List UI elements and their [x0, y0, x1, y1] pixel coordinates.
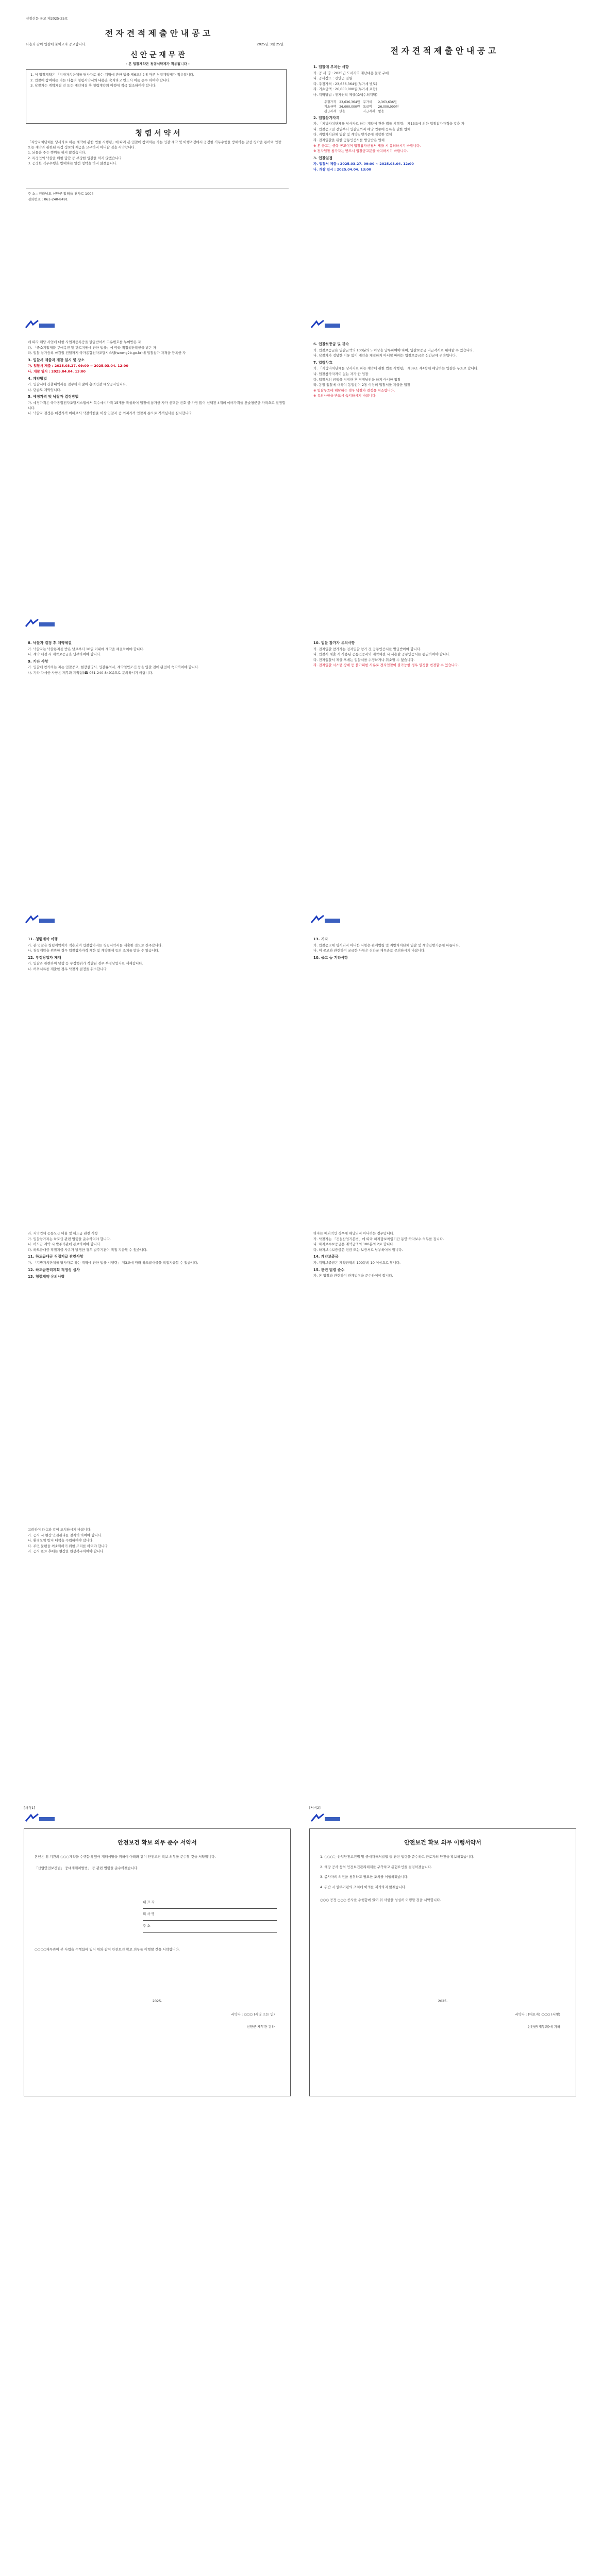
- table-cell: 도급액: [363, 105, 372, 109]
- table-cell: 23,636,364원: [339, 100, 360, 104]
- body-line: 다. 「중소기업제품 구매촉진 및 판로지원에 관한 법률」에 따라 직접생산확인을 받은 자: [28, 345, 157, 350]
- form-tag: [서식1]: [24, 1806, 35, 1810]
- page-body: [28, 1528, 286, 1555]
- body-line: 고려하여 다음과 같이 조치하시기 바랍니다.: [28, 1528, 92, 1532]
- logo-icon: [24, 914, 57, 926]
- form-recipient: 신안군 재무관 귀하: [246, 2025, 275, 2029]
- logo-icon: [309, 1813, 342, 1824]
- body-line: 나. 청렴계약을 위반한 경우 입찰참가자격 제한 및 계약해제 등의 조치를 받을 수 있습니다.: [28, 948, 159, 953]
- notice-head: - 본 입찰계약은 청렴서약제가 적용됩니다 -: [126, 62, 190, 66]
- table-cell: 없음: [378, 109, 384, 113]
- section-title: 5. 예정가격 및 낙찰자 결정방법: [28, 395, 79, 399]
- form-date: 2025.: [438, 1999, 448, 2003]
- body-line: 가. 「지방자치단체를 당사자로 하는 계약에 관한 법률 시행령」 제3조에 따라 하도급대금을 직접지급할 수 있습니다.: [28, 1260, 198, 1265]
- body-line: 나. 이 공고와 관련하여 궁금한 사항은 신안군 재무과로 문의하시기 바랍니다.: [313, 948, 426, 953]
- body-line: 가. 입찰보증금은 입찰금액의 100분의 5 이상을 납부하여야 하며, 입찰보증금 지급각서로 대체할 수 있습니다.: [313, 348, 474, 352]
- form-field[interactable]: [143, 1900, 277, 1909]
- table-cell: 사급자재: [363, 109, 375, 113]
- subtitle: 다음과 같이 입찰에 붙이고자 공고합니다.: [26, 42, 87, 46]
- section-1: [313, 63, 571, 173]
- form-fields: [143, 1900, 277, 1933]
- pledge-item: 1. 뇌물을 주는 행위를 하지 않겠습니다.: [28, 150, 86, 155]
- body-line: 나. 낙찰자 결정은 예정가격 이하로서 낙찰하한율 이상 입찰자 중 최저가격 입찰자 순으로 적격심사를 실시합니다.: [28, 411, 193, 416]
- notice-line: 1. 이 입찰계약은 「지방자치단체를 당사자로 하는 계약에 관한 법률 제6조의2에 따른 청렴계약제가 적용됩니다.: [30, 73, 194, 77]
- body-line: 가. 전자입찰 참가자는 전자입찰 참가 전 공동인증서를 발급받아야 합니다.: [313, 647, 422, 651]
- form-item: 4. 위반 시 발주기관의 조치에 이의를 제기하지 않겠습니다.: [320, 1885, 407, 1889]
- page-10: [309, 1211, 577, 1499]
- section-title: 12. 하도급관리계획 적정성 심사: [28, 1267, 80, 1272]
- body-line: 라. 전자입찰 시스템 장애 등 불가피한 사유로 전자입찰이 불가능한 경우 일정을 변경할 수 있습니다.: [313, 663, 459, 668]
- highlight-line: ※ 본 공고는 중복 공고이며 입찰참가신청서 제출 시 유의하시기 바랍니다.: [313, 143, 421, 148]
- body-line: 가. 본 입찰은 청렴계약제가 적용되며 입찰참가자는 청렴서약서를 제출한 것으로 간주합니다.: [28, 943, 163, 947]
- table-cell: 부가세: [363, 100, 372, 104]
- org-name: 신 안 군 재 무 관: [130, 51, 185, 59]
- body-line: 가. 입찰공고에 명시되지 아니한 사항은 관계법령 및 지방자치단체 입찰 및 계약집행기준에 따릅니다.: [313, 943, 460, 947]
- pledge-title: 청 렴 서 약 서: [135, 129, 180, 138]
- pledge-paragraph: 「지방자치단체를 당사자로 하는 계약에 관한 법률 시행령」에 따라 본 입찰에 참여하는 자는 입찰·계약 및 이행과정에서 공정한 직무수행을 방해하는 알선·청탁을 통하여 입찰 또는 계약과 관련된 특정 정보의 제공을 요구하지 아니할 것을 서약합니다.: [28, 140, 281, 149]
- page-2: [309, 15, 577, 314]
- logo-icon: [24, 319, 57, 331]
- page-7: [24, 914, 292, 1203]
- body-line: 가. 계약보증금은 계약금액의 100분의 10 이상으로 합니다.: [313, 1260, 401, 1265]
- body-line: 하자는 예외적인 경우에 해당되지 아니하는 경우입니다.: [313, 1231, 394, 1235]
- section-line: 나. 공사장소 : 신안군 일원: [313, 76, 353, 81]
- table-cell: 관급자재: [324, 109, 337, 113]
- section-line: 라. 전자입찰을 위한 공동인증서를 발급받은 업체: [313, 138, 384, 142]
- body-line: 나. 계약 체결 시 계약보증금을 납부하여야 합니다.: [28, 652, 102, 657]
- body-line: 라. 동일 입찰에 대하여 동일인이 2통 이상의 입찰서를 제출한 입찰: [313, 383, 411, 387]
- body-line: 가. 공사 시 현장 안전관리를 철저히 하여야 합니다.: [28, 1533, 103, 1537]
- doc-header: 선정신문 공고 제2025-25호: [26, 16, 68, 21]
- form-paragraph: ○○○○재무관이 본 사업을 수행함에 있어 위와 같이 안전보건 확보 의무를 이행할 것을 서약합니다.: [35, 1947, 180, 1952]
- section-title: 3. 입찰서 제출과 개찰 일시 및 장소: [28, 358, 85, 362]
- body-line: 가. 낙찰자는 「건설산업기본법」에 따라 하자담보책임기간 동안 하자보수 의무를 집니다.: [313, 1236, 444, 1241]
- logo-icon: [309, 914, 342, 926]
- section-title: 1. 입찰에 부치는 사항: [313, 65, 349, 69]
- form-signer: 서약자 : (대표자) ○○○ (서명): [515, 2012, 560, 2016]
- pledge-item: 3. 공정한 직무수행을 방해하는 알선·청탁을 하지 않겠습니다.: [28, 161, 118, 166]
- section-title: 15. 관련 법령 준수: [313, 1267, 345, 1272]
- page-8: [309, 914, 577, 1203]
- form-field[interactable]: [143, 1924, 277, 1933]
- form-frame: [24, 1828, 291, 2096]
- page-3: [24, 319, 292, 613]
- form-item: 2. 해당 공사 등의 안전보건관리체계를 구축하고 위험요인을 점검하겠습니다.: [320, 1865, 432, 1869]
- body-line: 라. 공사 완료 후에는 현장을 원상복구하여야 합니다.: [28, 1549, 105, 1554]
- form-closing: [35, 1947, 280, 1953]
- notice-line: 2. 입찰에 참여하는 자는 다음의 청렴서약서의 내용을 숙지하고 반드시 이를 준수 하여야 합니다.: [30, 78, 171, 82]
- section-title: 10. 공고 등 기타사항: [313, 955, 348, 960]
- table-row: [323, 105, 400, 109]
- warning-line: ※ 입찰무효에 해당하는 경우 낙찰자 결정을 취소합니다.: [313, 388, 395, 393]
- section-title: 2. 입찰참가자격: [313, 115, 340, 120]
- body-line: 나. 환경오염 방지 대책을 수립하여야 합니다.: [28, 1538, 94, 1543]
- section-title: 6. 입찰보증금 및 귀속: [313, 342, 349, 346]
- schedule-line: 나. 개찰 일시 : 2025.04.04. 13:00: [28, 369, 86, 374]
- body-line: 가. 입찰과 관련하여 담합 등 부정행위가 적발된 경우 부정당업자로 제재합니다.: [28, 961, 143, 966]
- page-5: [24, 618, 292, 907]
- form-tag: [서식2]: [309, 1806, 321, 1810]
- body-line: 나. 하자보수보증금은 계약금액의 100분의 2로 합니다.: [313, 1242, 394, 1247]
- body-line: 가. 「지방자치단체를 당사자로 하는 계약에 관한 법률 시행령」 제39조 제4항에 해당하는 입찰은 무효로 합니다.: [313, 366, 479, 371]
- body-line: 라. 지역업체 공동도급 비율 및 하도급 관련 사항: [28, 1231, 98, 1235]
- body-line: 라. 입찰 참가등록 마감일 전일까지 국가종합전자조달시스템(www.g2b.go.kr)에 입찰참가 자격을 등록한 자: [28, 351, 186, 355]
- body-line: 다. 전자입찰서 제출 후에는 입찰서를 수정하거나 취소할 수 없습니다.: [313, 657, 415, 662]
- section-title: 7. 입찰무효: [313, 360, 333, 365]
- form-2: [309, 1806, 577, 2115]
- form-1: [24, 1806, 292, 2115]
- field-label: 주 소: [143, 1924, 150, 1928]
- section-line: 다. 지방자치단체 입찰 및 계약집행기준에 적합한 업체: [313, 132, 392, 137]
- body-line: 나. 하도급 계약 시 발주기관에 통보하여야 합니다.: [28, 1242, 102, 1247]
- form-paragraph: ○○○ 공정 ○○○ 공사를 수행함에 있어 위 사항을 성실히 이행할 것을 서약합니다.: [320, 1898, 441, 1903]
- page-body: [313, 340, 571, 399]
- body-line: 나. 단순도 계약입니다.: [28, 387, 61, 392]
- body-line: 다. 하자보수보증금은 현금 또는 보증서로 납부하여야 합니다.: [313, 1247, 403, 1252]
- table-cell: 26,000,000원: [378, 105, 399, 109]
- table-cell: 26,000,000원: [339, 105, 360, 109]
- pledge-text: [28, 140, 286, 167]
- body-line: 다. 입찰서의 금액을 정정한 후 정정날인을 하지 아니한 입찰: [313, 377, 401, 382]
- body-line: 가. 본 입찰과 관련하여 관계법령을 준수하여야 합니다.: [313, 1274, 393, 1278]
- table-cell: 없음: [339, 109, 345, 113]
- page-footer: [28, 192, 93, 202]
- form-body: [35, 1855, 280, 1871]
- page-title: 전 자 견 적 제 출 안 내 공 고: [105, 28, 211, 38]
- body-line: 가. 입찰참가자는 하도급 관련 법령을 준수하여야 합니다.: [28, 1236, 111, 1241]
- body-line: 가. 입찰에 참가하는 자는 입찰공고, 현장설명서, 입찰유의서, 계약일반조건 등을 입찰 전에 완전히 숙지하여야 합니다.: [28, 665, 199, 670]
- field-label: 대 표 자: [143, 1900, 155, 1904]
- section-title: 9. 기타 사항: [28, 659, 48, 664]
- notice-line: 3. 낙찰자는 계약체결 전 또는 계약체결 후 청렴계약의 이행에 적극 협조하여야 합니다.: [30, 83, 157, 88]
- section-title: 12. 부정당업자 제재: [28, 955, 61, 960]
- page-1: [24, 15, 292, 314]
- form-frame: [309, 1828, 576, 2096]
- page-body: [313, 935, 571, 961]
- form-paragraph: 본인은 위 기관의 ○○○계약을 수행함에 있어 재해예방을 위하여 아래와 같이 안전보건 확보 의무를 준수할 것을 서약합니다.: [35, 1855, 216, 1859]
- form-title: 안전보건 확보 의무 이행서약서: [404, 1839, 481, 1846]
- schedule-line: 나. 개찰 일시 : 2025.04.04. 13:00: [313, 167, 372, 172]
- section-line: 마. 계약방법 : 전자견적 제출(소액수의계약): [313, 92, 378, 97]
- body-line: 에 따라 해당 사업에 대한 사업자등록증을 발급받아서 고유번호를 부여받은 자: [28, 340, 141, 344]
- body-line: 나. 입찰참가자격이 없는 자가 한 입찰: [313, 371, 369, 376]
- body-line: 가. 입찰서에 산출내역서를 첨부하지 않아 총액입찰 대상공사입니다.: [28, 382, 127, 387]
- page-6: [309, 618, 577, 907]
- pledge-item: 2. 특정인의 낙찰을 위한 담합 등 부당한 입찰을 하지 않겠습니다.: [28, 156, 123, 160]
- section-title: 8. 낙찰자 결정 후 계약체결: [28, 641, 72, 645]
- body-line: 나. 낙찰자가 정당한 이유 없이 계약을 체결하지 아니할 때에는 입찰보증금은 신안군에 귀속됩니다.: [313, 353, 457, 358]
- body-line: 가. 예정가격은 국가종합전자조달시스템에서 복수예비가격 15개를 작성하여 입찰에 참가한 자가 선택한 번호 중 가장 많이 선택된 4개의 예비가격을 산술평균한 가격으로 결정합니다.: [28, 400, 286, 410]
- form-recipient: 신안군(재무과)에 귀하: [527, 2025, 560, 2029]
- schedule-line: 가. 입찰서 제출 : 2025.03.27. 09:00 ~ 2025.03.04. 12:00: [313, 162, 414, 166]
- body-line: 가. 낙찰자는 낙찰통지를 받은 날로부터 10일 이내에 계약을 체결하여야 합니다.: [28, 647, 144, 651]
- table-cell: 2,363,636원: [378, 100, 397, 104]
- section-line: 가. 「지방자치단체를 당사자로 하는 계약에 관한 법률 시행령」 제13조에 의한 입찰참가자격을 갖춘 자: [313, 122, 465, 126]
- footer-address: 주 소 : 전라남도 신안군 압해읍 천사로 1004: [28, 192, 94, 196]
- section-line: 가. 공 사 명 : 2025년 도서지역 재난대응 물품 구매: [313, 71, 389, 75]
- field-label: 회 사 명: [143, 1912, 155, 1916]
- form-item: 3. 종사자의 의견을 청취하고 필요한 조치를 이행하겠습니다.: [320, 1875, 409, 1879]
- body-line: 나. 입찰서 제출 시 사용된 공동인증서와 계약체결 시 사용할 공동인증서는 동일하여야 합니다.: [313, 652, 450, 657]
- table-cell: 추정가격: [324, 100, 337, 104]
- section-title: 4. 계약방법: [28, 376, 47, 381]
- form-body: [320, 1855, 565, 1904]
- section-title: 11. 청렴계약 이행: [28, 937, 58, 941]
- page-body: [313, 639, 571, 669]
- form-law: 「산업안전보건법」 중대재해처벌법」 등 관련 법령을 준수하겠습니다.: [35, 1866, 139, 1870]
- price-table: [323, 100, 400, 114]
- section-line: 나. 입찰공고일 전일부터 입찰일까지 해당 업종에 등록을 필한 업체: [313, 127, 411, 131]
- page-body: [313, 1231, 571, 1279]
- body-line: 다. 주민 불편을 최소화하기 위한 조치를 하여야 합니다.: [28, 1544, 109, 1548]
- page-body: [28, 935, 286, 973]
- page-title: 전 자 견 적 제 출 안 내 공 고: [390, 46, 496, 56]
- page-9: [24, 1211, 292, 1499]
- footer-phone: 전화번호 : 061-240-8491: [28, 197, 68, 201]
- logo-icon: [309, 319, 342, 331]
- section-title: 14. 계약보증금: [313, 1255, 339, 1259]
- form-title: 안전보건 확보 의무 준수 서약서: [118, 1839, 197, 1846]
- page-body: [28, 340, 286, 417]
- table-row: [323, 100, 400, 105]
- date: 2025년 3월 25일: [257, 42, 283, 46]
- page-4: [309, 319, 577, 613]
- section-title: 13. 청렴계약 유의사항: [28, 1275, 65, 1279]
- form-item: 1. ○○○는 산업안전보건법 및 중대재해처벌법 등 관련 법령을 준수하고 근로자의 안전을 확보하겠습니다.: [320, 1855, 475, 1859]
- section-title: 13. 기타: [313, 937, 328, 941]
- page-body: [28, 1231, 286, 1281]
- form-signer: 서약자 : ○○○ (서명 또는 인): [231, 2012, 275, 2016]
- table-cell: 기초금액: [324, 105, 337, 109]
- table-row: [323, 109, 400, 114]
- logo-icon: [24, 1813, 57, 1824]
- notice-box: [26, 69, 287, 124]
- warning-line: ※ 유의사항을 반드시 숙지하시기 바랍니다.: [313, 394, 377, 398]
- section-title: 10. 입찰 참가자 유의사항: [313, 641, 355, 645]
- body-line: 다. 하도급대금 직접지급 사유가 발생한 경우 발주기관이 직접 지급할 수 있습니다.: [28, 1247, 148, 1252]
- section-title: 3. 입찰일정: [313, 156, 333, 160]
- highlight-line: ※ 전자입찰 참가자는 반드시 입찰공고문을 숙지하시기 바랍니다.: [313, 149, 408, 154]
- form-date: 2025.: [152, 1999, 162, 2003]
- page-body: [28, 639, 286, 676]
- schedule-line: 가. 입찰서 제출 : 2025.03.27. 09:00 ~ 2025.03.04. 12:00: [28, 364, 128, 368]
- page-11: [24, 1507, 292, 1795]
- section-title: 11. 하도급대금 직접지급 관련사항: [28, 1255, 83, 1259]
- body-line: 나. 기타 자세한 사항은 재무과 계약팀(☎ 061-240-8491)으로 문의하시기 바랍니다.: [28, 670, 154, 675]
- section-line: 라. 기초금액 : 26,000,000원(부가세 포함): [313, 87, 377, 92]
- form-field[interactable]: [143, 1912, 277, 1921]
- logo-icon: [24, 618, 57, 630]
- body-line: 나. 허위서류를 제출한 경우 낙찰자 결정을 취소합니다.: [28, 967, 108, 971]
- section-line: 다. 추정가격 : 23,636,364원(부가세 별도): [313, 81, 377, 86]
